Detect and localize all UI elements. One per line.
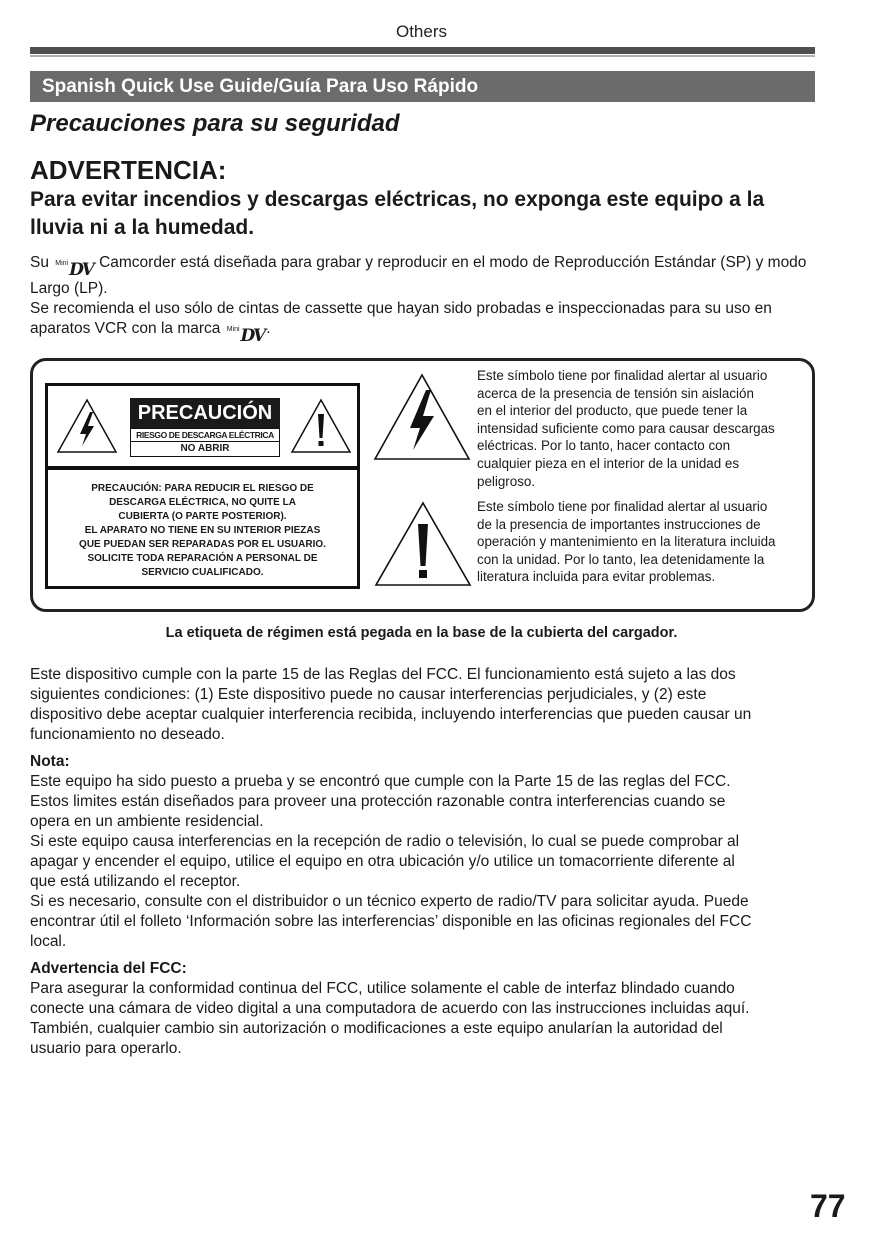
note-line: Este símbolo tiene por finalidad alertar al usuario [477, 368, 768, 383]
fcc-warning-label: Advertencia del FCC: [30, 960, 187, 977]
intro-p1-end: Camcorder está diseñada para grabar y reproducir en el modo de Reproducción Estándar (SP) y modo Largo (LP). [30, 254, 807, 297]
intro-paragraph-2 [30, 299, 820, 345]
caution-label-header [48, 386, 357, 470]
fcc-warning-line: usuario para operarlo. [30, 1040, 182, 1057]
note-line: Si es necesario, consulte con el distribuidor o un técnico experto de radio/TV para solicitar ayuda. Puede [30, 893, 749, 910]
caution-body-line: QUE PUEDAN SER REPARADAS POR EL USUARIO. [79, 539, 326, 550]
mini-dv-logo [55, 262, 92, 279]
fcc-compliance-line: siguientes condiciones: (1) Este dispositivo puede no causar interferencias perjudiciales, y (2) este [30, 686, 707, 703]
caution-body-line: EL APARATO NO TIENE EN SU INTERIOR PIEZAS [84, 525, 321, 536]
top-rule [30, 47, 815, 54]
note-line: literatura incluida para evitar problemas. [477, 569, 716, 585]
fcc-compliance-line: Este dispositivo cumple con la parte 15 de las Reglas del FCC. El funcionamiento está sujeto a las dos [30, 666, 736, 683]
note-label: Nota: [30, 753, 70, 770]
caution-body-line: CUBIERTA (O PARTE POSTERIOR). [118, 511, 287, 522]
note-line: Este equipo ha sido puesto a prueba y se encontró que cumple con la Parte 15 de las reglas del FCC. [30, 773, 731, 790]
caution-label [45, 383, 360, 589]
warning-subheading: Para evitar incendios y descargas eléctricas, no exponga este equipo a la lluvia ni a la humedad. [30, 188, 765, 239]
intro-text [30, 253, 820, 345]
fcc-compliance-line: dispositivo debe aceptar cualquier interferencia recibida, incluyendo interferencias que pueden causar un [30, 706, 752, 723]
mini-dv-logo [227, 328, 264, 345]
precaucion-box [130, 398, 280, 457]
note-line: peligroso. [477, 473, 536, 489]
note-line: opera en un ambiente residencial. [30, 813, 264, 830]
exclamation-symbol-note [477, 498, 807, 586]
spacer [30, 745, 820, 752]
fcc-compliance-line: funcionamiento no deseado. [30, 726, 225, 743]
warning-heading: ADVERTENCIA: [30, 155, 227, 185]
mini-dv-logo-mark: DV [240, 326, 265, 346]
note-line: local. [30, 933, 67, 950]
note-line: de la presencia de importantes instrucciones de [477, 516, 761, 532]
page-title: Precauciones para su seguridad [30, 110, 400, 137]
caution-body-line: PRECAUCIÓN: PARA REDUCIR EL RIESGO DE [91, 483, 314, 494]
note-line: eléctricas. Por lo tanto, hacer contacto con [477, 438, 731, 454]
note-line: operación y mantenimiento en la literatura incluida [477, 534, 776, 550]
intro-paragraph-1 [30, 253, 820, 299]
fcc-warning-line: Para asegurar la conformidad continua del FCC, utilice solamente el cable de interfaz blindado cuando [30, 980, 735, 997]
caution-label-body [48, 482, 357, 580]
fcc-warning-line: conecte una cámara de video digital a una computadora de acuerdo con las instrucciones incluidas aquí. [30, 1000, 750, 1017]
note-line: que está utilizando el receptor. [30, 873, 241, 890]
rating-label-note: La etiqueta de régimen está pegada en la base de la cubierta del cargador. [165, 625, 678, 641]
note-line: Si este equipo causa interferencias en la recepción de radio o televisión, lo cual se puede comprobar al [30, 833, 740, 850]
lightning-warning-icon [56, 398, 118, 454]
precaucion-risk-line: RIESGO DE DESCARGA ELÉCTRICA [130, 428, 280, 441]
note-line: Este símbolo tiene por finalidad alertar al usuario [477, 499, 768, 514]
note-line: Estos limites están diseñados para proveer una protección razonable contra interferencias cuando se [30, 793, 726, 810]
note-line: con la unidad. Por lo tanto, lea detenidamente la [477, 551, 765, 567]
exclamation-warning-icon [290, 398, 352, 454]
page-number: 77 [810, 1188, 846, 1224]
intro-p2-start: Se recomienda el uso sólo de cintas de cassette que hayan sido probadas e inspeccionadas para su uso en aparatos VCR con la marca [30, 300, 772, 337]
mini-dv-logo-mark: DV [69, 260, 93, 280]
note-line: apagar y encender el equipo, utilice el equipo en otra ubicación y/o utilice un tomacorriente diferente al [30, 853, 735, 870]
exclamation-triangle-icon [373, 500, 473, 588]
caution-body-line: SERVICIO CUALIFICADO. [141, 567, 264, 578]
note-line: en el interior del producto, que puede tener la [477, 403, 748, 419]
spacer [30, 952, 820, 959]
intro-p2-end: . [266, 320, 271, 337]
top-rule-shadow [30, 55, 815, 57]
fcc-section [30, 665, 820, 1059]
precaucion-do-not-open: NO ABRIR [130, 441, 280, 457]
caution-body-line: DESCARGA ELÉCTRICA, NO QUITE LA [109, 497, 296, 508]
mini-dv-logo-mini: Mini [226, 326, 240, 333]
mini-dv-logo-mini: Mini [55, 260, 69, 267]
lightning-symbol-note [477, 367, 807, 490]
precaucion-title: PRECAUCIÓN [130, 398, 280, 428]
caution-body-line: SOLICITE TODA REPARACIÓN A PERSONAL DE [87, 553, 318, 564]
note-line: cualquier pieza en el interior de la unidad es [477, 455, 740, 471]
section-label: Others [395, 22, 448, 41]
fcc-warning-line: También, cualquier cambio sin autorización o modificaciones a este equipo anularían la autoridad del [30, 1020, 723, 1037]
note-line: encontrar útil el folleto ‘Información sobre las interferencias’ disponible en las oficinas regionales del FCC [30, 913, 752, 930]
guide-banner: Spanish Quick Use Guide/Guía Para Uso Rápido [30, 71, 815, 102]
note-line: intensidad suficiente como para causar descargas [477, 420, 775, 436]
intro-p1-start: Su [30, 254, 49, 271]
lightning-triangle-icon [372, 372, 472, 462]
note-line: acerca de la presencia de tensión sin aislación [477, 385, 754, 401]
